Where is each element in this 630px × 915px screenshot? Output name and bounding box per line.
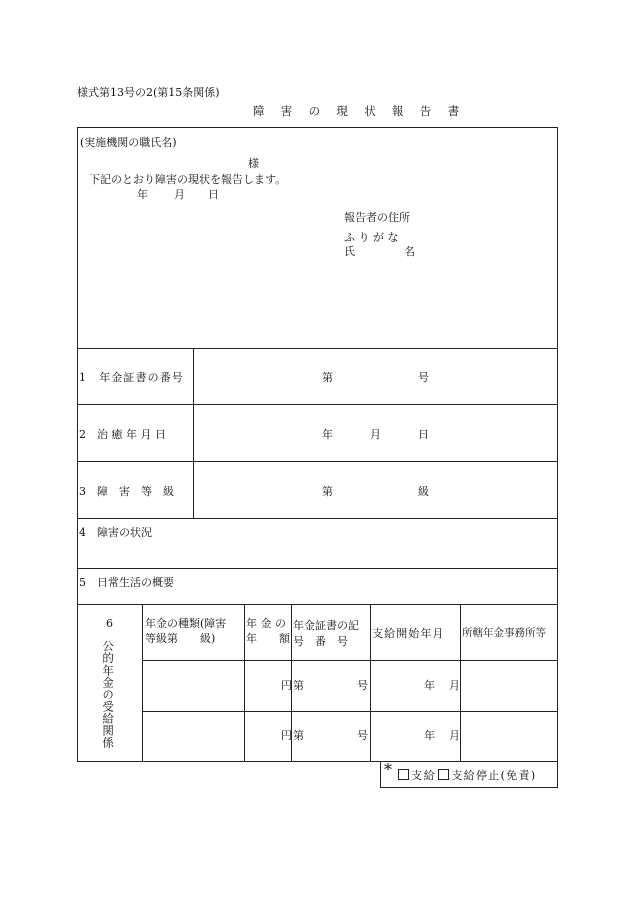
name-label-second: 名: [404, 245, 415, 258]
grade-dai: 第: [322, 485, 333, 498]
stop-checkbox[interactable]: [438, 769, 449, 780]
header-start-date: 支給開始年月: [372, 627, 445, 640]
header-type-line2: 等級第 級): [145, 632, 216, 645]
divider: [193, 348, 194, 518]
section-6-label: 公的年金の受給関係: [101, 640, 116, 749]
header-office: 所轄年金事務所等: [462, 627, 546, 639]
divider: [460, 604, 461, 762]
asterisk-mark: *: [384, 760, 392, 779]
org-label: (実施機関の職氏名): [80, 136, 177, 149]
divider: [77, 604, 558, 605]
row2-month: 月: [449, 729, 460, 742]
pension-number-label: 1 年金証書の番号: [79, 371, 184, 384]
section-6-number: 6: [106, 617, 113, 630]
row1-month: 月: [449, 679, 460, 692]
row2-go: 号: [357, 729, 368, 742]
stop-label: 支給停止(免責): [451, 769, 537, 782]
divider: [77, 518, 558, 519]
form-number: 様式第13号の2(第15条関係): [77, 86, 220, 99]
pay-checkbox[interactable]: [398, 769, 409, 780]
report-day: 日: [208, 188, 219, 201]
divider: [142, 711, 558, 712]
honorific: 様: [248, 157, 259, 170]
divider: [77, 461, 558, 462]
page-title: 障 害 の 現 状 報 告 書: [253, 104, 466, 118]
header-type-line1: 年金の種類(障害: [145, 617, 227, 630]
grade-label: 3 障 害 等 級: [79, 485, 174, 498]
divider: [77, 404, 558, 405]
header-cert-line1: 年金証書の記: [293, 619, 359, 632]
row1-yen: 円: [281, 679, 292, 692]
pension-number-go: 号: [418, 371, 429, 384]
header-amount-line1: 年 金 の: [246, 617, 286, 630]
furigana-label: ふ り が な: [344, 231, 399, 244]
header-cert-line2: 号 番 号: [293, 635, 348, 648]
row1-dai: 第: [293, 679, 304, 692]
report-year: 年: [137, 188, 148, 201]
row1-go: 号: [357, 679, 368, 692]
intro-text: 下記のとおり障害の現状を報告します。: [89, 173, 287, 186]
row2-dai: 第: [293, 729, 304, 742]
divider: [142, 660, 558, 661]
row2-yen: 円: [281, 729, 292, 742]
divider: [370, 604, 371, 762]
row1-year: 年: [424, 679, 435, 692]
form-frame: [77, 127, 558, 762]
cure-date-label: 2 治 癒 年 月 日: [79, 428, 166, 441]
grade-kyu: 級: [418, 485, 429, 498]
name-label-first: 氏: [344, 245, 355, 258]
divider: [244, 604, 245, 762]
cure-year: 年: [322, 428, 333, 441]
header-amount-line2: 年 額: [246, 632, 290, 645]
pay-label: 支給: [411, 769, 437, 782]
cure-day: 日: [418, 428, 429, 441]
divider: [142, 604, 143, 762]
daily-life-label: 5 日常生活の概要: [79, 576, 174, 589]
divider: [77, 348, 558, 349]
cure-month: 月: [370, 428, 381, 441]
pension-number-dai: 第: [322, 371, 333, 384]
condition-label: 4 障害の状況: [79, 526, 152, 539]
payment-status-options: [396, 769, 536, 781]
report-month: 月: [174, 188, 185, 201]
divider: [77, 568, 558, 569]
address-label: 報告者の住所: [344, 211, 410, 224]
row2-year: 年: [424, 729, 435, 742]
